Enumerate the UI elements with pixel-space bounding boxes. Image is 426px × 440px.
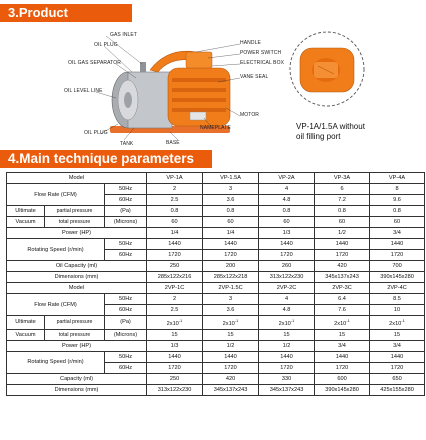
t1-cell: 0.8 bbox=[203, 206, 259, 217]
t2-cell: 1720 bbox=[147, 362, 203, 373]
callout-power-switch: POWER SWITCH bbox=[240, 50, 282, 56]
callout-oil-plug: OIL PLUG bbox=[94, 42, 118, 48]
t2-cell: 15 bbox=[370, 329, 425, 340]
t2-cell: 1440 bbox=[315, 351, 370, 362]
t1-oil-row bbox=[7, 261, 425, 272]
t1-cell: 60 bbox=[259, 217, 315, 228]
t2-cell: 330 bbox=[259, 373, 315, 384]
t2-cell: 1720 bbox=[370, 362, 425, 373]
product-illustration bbox=[0, 22, 426, 152]
t1-cell: 3 bbox=[203, 184, 259, 195]
t1-speed50-row bbox=[7, 239, 425, 250]
t2-cell: 1440 bbox=[370, 351, 425, 362]
t1-cell: 1720 bbox=[259, 250, 315, 261]
t2-cell: 1440 bbox=[259, 351, 315, 362]
t1-dim-label: Dimensions (mm) bbox=[7, 272, 147, 283]
callout-tank: TANK bbox=[120, 141, 134, 147]
t2-cell bbox=[259, 316, 315, 330]
t2-model: 2VP-1C bbox=[147, 283, 203, 294]
t2-dim-row bbox=[7, 384, 425, 395]
t1-dim-row bbox=[7, 272, 425, 283]
t2-partial-label: partial pressure bbox=[45, 316, 105, 330]
t2-hz60: 60Hz bbox=[105, 305, 147, 316]
t2-partial-exp: -1 bbox=[234, 318, 239, 323]
t1-cell: 0.8 bbox=[259, 206, 315, 217]
t1-cell: 260 bbox=[259, 261, 315, 272]
t2-cell: 390x145x280 bbox=[315, 384, 370, 395]
t2-model: 2VP-3C bbox=[315, 283, 370, 294]
t1-vacuum-label1: Ultimate bbox=[7, 206, 45, 217]
t1-partial-row bbox=[7, 206, 425, 217]
t2-speed50-row bbox=[7, 351, 425, 362]
t2-cell: 2.5 bbox=[147, 305, 203, 316]
t1-speed-label: Rotating Speed (r/min) bbox=[7, 239, 105, 261]
t1-model-row bbox=[7, 173, 425, 184]
t2-cell: 7.6 bbox=[315, 305, 370, 316]
t2-dim-label: Dimensions (mm) bbox=[7, 384, 147, 395]
t1-cell: 2 bbox=[147, 184, 203, 195]
main-parameters-title: 4.Main technique parameters bbox=[0, 150, 212, 168]
t1-cell: 1/2 bbox=[315, 228, 370, 239]
t2-cell: 10 bbox=[370, 305, 425, 316]
t2-vacuum-label2: Vacuum bbox=[7, 329, 45, 340]
t1-oil-label: Oil Capacity (ml) bbox=[7, 261, 147, 272]
t2-partial-unit: (Pa) bbox=[105, 316, 147, 330]
t1-cell: 4.8 bbox=[259, 195, 315, 206]
t2-total-label: total pressure bbox=[45, 329, 105, 340]
t1-cell: 0.8 bbox=[315, 206, 370, 217]
t2-flow-label: Flow Rate (CFM) bbox=[7, 294, 105, 316]
t1-model: VP-1A bbox=[147, 173, 203, 184]
t1-cell: 3/4 bbox=[370, 228, 425, 239]
t2-cell: 345x137x243 bbox=[203, 384, 259, 395]
t1-cell: 1440 bbox=[147, 239, 203, 250]
callout-vane-seal: VANE SEAL bbox=[240, 74, 269, 80]
t1-cell: 420 bbox=[315, 261, 370, 272]
t1-cell: 60 bbox=[315, 217, 370, 228]
t2-cell: 15 bbox=[147, 329, 203, 340]
t2-cell: 345x137x243 bbox=[259, 384, 315, 395]
t1-hz50: 50Hz bbox=[105, 184, 147, 195]
t1-flow50-row bbox=[7, 184, 425, 195]
t2-cell: 313x122x230 bbox=[147, 384, 203, 395]
t2-cell bbox=[370, 316, 425, 330]
t2-cell: 1720 bbox=[203, 362, 259, 373]
t2-cell: 250 bbox=[147, 373, 203, 384]
t1-cell: 60 bbox=[147, 217, 203, 228]
t2-cell: 2 bbox=[147, 294, 203, 305]
t1-hz50: 50Hz bbox=[105, 239, 147, 250]
product-illustration-title: 3.Product Illustration bbox=[0, 4, 132, 22]
t2-total-row bbox=[7, 329, 425, 340]
t2-cell: 1720 bbox=[315, 362, 370, 373]
t2-partial-base: 2x10 bbox=[389, 320, 402, 327]
t1-cell: 0.8 bbox=[147, 206, 203, 217]
t1-cell: 1720 bbox=[315, 250, 370, 261]
t2-hz50: 50Hz bbox=[105, 351, 147, 362]
t2-hz50: 50Hz bbox=[105, 294, 147, 305]
t1-cell: 8 bbox=[370, 184, 425, 195]
parameters-table-wrap bbox=[6, 172, 424, 396]
t1-cell: 200 bbox=[203, 261, 259, 272]
t2-cell: 1/2 bbox=[203, 340, 259, 351]
t1-hz60: 60Hz bbox=[105, 195, 147, 206]
t1-partial-label: partial pressure bbox=[45, 206, 105, 217]
t1-cell: 1720 bbox=[147, 250, 203, 261]
t1-cell: 60 bbox=[203, 217, 259, 228]
t2-partial-base: 2x10 bbox=[278, 320, 291, 327]
t2-total-unit: (Microns) bbox=[105, 329, 147, 340]
t1-cell: 1440 bbox=[315, 239, 370, 250]
detail-caption-line1: VP-1A/1.5A without bbox=[296, 122, 365, 131]
callout-base: BASE bbox=[166, 140, 180, 146]
t2-cell: 1440 bbox=[203, 351, 259, 362]
t2-cell: 3/4 bbox=[315, 340, 370, 351]
t2-hz60: 60Hz bbox=[105, 362, 147, 373]
callout-oil-gas-separator: OIL GAS SEPARATOR bbox=[68, 60, 121, 66]
t2-partial-base: 2x10 bbox=[222, 320, 235, 327]
parameters-table bbox=[6, 172, 425, 396]
t2-cell: 1/3 bbox=[147, 340, 203, 351]
t1-cell: 7.2 bbox=[315, 195, 370, 206]
t1-flow-label: Flow Rate (CFM) bbox=[7, 184, 105, 206]
t1-total-label: total pressure bbox=[45, 217, 105, 228]
t1-cell: 0.8 bbox=[370, 206, 425, 217]
t1-cell: 1720 bbox=[203, 250, 259, 261]
detail-caption-line2: oil filling port bbox=[296, 132, 341, 141]
t1-cell: 6 bbox=[315, 184, 370, 195]
t1-model: VP-2A bbox=[259, 173, 315, 184]
t2-power-row bbox=[7, 340, 425, 351]
t1-model-label: Model bbox=[7, 173, 147, 184]
t2-model: 2VP-1.5C bbox=[203, 283, 259, 294]
t2-cell: 3.6 bbox=[203, 305, 259, 316]
t1-vacuum-label2: Vacuum bbox=[7, 217, 45, 228]
t2-cell: 15 bbox=[315, 329, 370, 340]
t2-power-label: Power (HP) bbox=[7, 340, 147, 351]
detail-caption bbox=[296, 122, 365, 142]
t2-cell: 650 bbox=[370, 373, 425, 384]
t2-cell bbox=[147, 316, 203, 330]
t2-cell: 15 bbox=[203, 329, 259, 340]
t2-oil-label: Capacity (ml) bbox=[7, 373, 147, 384]
t1-cell: 313x122x230 bbox=[259, 272, 315, 283]
t1-model: VP-1.5A bbox=[203, 173, 259, 184]
t1-cell: 345x137x243 bbox=[315, 272, 370, 283]
t1-cell: 1440 bbox=[203, 239, 259, 250]
t1-total-row bbox=[7, 217, 425, 228]
callout-electrical-box: ELECTRICAL BOX bbox=[240, 60, 285, 66]
callout-gas-inlet: GAS INLET bbox=[110, 32, 138, 38]
t2-speed-label: Rotating Speed (r/min) bbox=[7, 351, 105, 373]
t2-oil-row bbox=[7, 373, 425, 384]
callout-handle: HANDLE bbox=[240, 40, 261, 46]
t1-cell: 285x122x218 bbox=[203, 272, 259, 283]
t2-cell: 4 bbox=[259, 294, 315, 305]
callout-oil-level-line: OIL LEVEL LINE bbox=[64, 88, 103, 94]
t2-cell: 15 bbox=[259, 329, 315, 340]
t2-model: 2VP-2C bbox=[259, 283, 315, 294]
t2-partial-base: 2x10 bbox=[166, 320, 179, 327]
t2-partial-exp: -1 bbox=[401, 318, 405, 323]
t1-cell: 1/4 bbox=[147, 228, 203, 239]
t2-flow50-row bbox=[7, 294, 425, 305]
t2-model-label: Model bbox=[7, 283, 147, 294]
t1-cell: 285x122x216 bbox=[147, 272, 203, 283]
callout-oil-plug-bottom: OIL PLUG bbox=[84, 130, 108, 136]
t1-cell: 700 bbox=[370, 261, 425, 272]
t2-vacuum-label1: Ultimate bbox=[7, 316, 45, 330]
t2-partial-row bbox=[7, 316, 425, 330]
nameplate-shape bbox=[190, 112, 206, 120]
t1-power-label: Power (HP) bbox=[7, 228, 147, 239]
t1-model: VP-3A bbox=[315, 173, 370, 184]
t1-cell: 1440 bbox=[370, 239, 425, 250]
t2-cell: 600 bbox=[315, 373, 370, 384]
callout-nameplate: NAMEPLATE bbox=[200, 125, 231, 131]
t2-cell: 1720 bbox=[259, 362, 315, 373]
t1-partial-unit: (Pa) bbox=[105, 206, 147, 217]
t2-cell: 1/2 bbox=[259, 340, 315, 351]
t2-partial-exp: -1 bbox=[346, 318, 350, 323]
t1-cell: 1720 bbox=[370, 250, 425, 261]
t1-model: VP-4A bbox=[370, 173, 425, 184]
t2-model: 2VP-4C bbox=[370, 283, 425, 294]
t1-cell: 250 bbox=[147, 261, 203, 272]
t1-cell: 1440 bbox=[259, 239, 315, 250]
t1-total-unit: (Microns) bbox=[105, 217, 147, 228]
t2-cell: 1440 bbox=[147, 351, 203, 362]
t2-cell: 6.4 bbox=[315, 294, 370, 305]
t2-cell: 8.5 bbox=[370, 294, 425, 305]
t1-cell: 60 bbox=[370, 217, 425, 228]
t2-model-row bbox=[7, 283, 425, 294]
t2-cell: 4.8 bbox=[259, 305, 315, 316]
t2-cell: 420 bbox=[203, 373, 259, 384]
t1-cell: 2.5 bbox=[147, 195, 203, 206]
t1-cell: 9.6 bbox=[370, 195, 425, 206]
t1-cell: 390x145x280 bbox=[370, 272, 425, 283]
t1-hz60: 60Hz bbox=[105, 250, 147, 261]
t1-cell: 3.6 bbox=[203, 195, 259, 206]
t2-partial-exp: -1 bbox=[178, 318, 183, 323]
t1-cell: 1/4 bbox=[203, 228, 259, 239]
t1-cell: 1/3 bbox=[259, 228, 315, 239]
t2-partial-exp: -1 bbox=[290, 318, 295, 323]
t2-cell: 425x155x280 bbox=[370, 384, 425, 395]
callout-motor: MOTOR bbox=[240, 112, 260, 118]
electrical-box-shape bbox=[186, 52, 212, 68]
t1-cell: 4 bbox=[259, 184, 315, 195]
t2-cell: 3/4 bbox=[370, 340, 425, 351]
t2-cell bbox=[315, 316, 370, 330]
t2-partial-base: 2x10 bbox=[334, 320, 347, 327]
t2-cell: 3 bbox=[203, 294, 259, 305]
t2-cell bbox=[203, 316, 259, 330]
t1-power-row bbox=[7, 228, 425, 239]
